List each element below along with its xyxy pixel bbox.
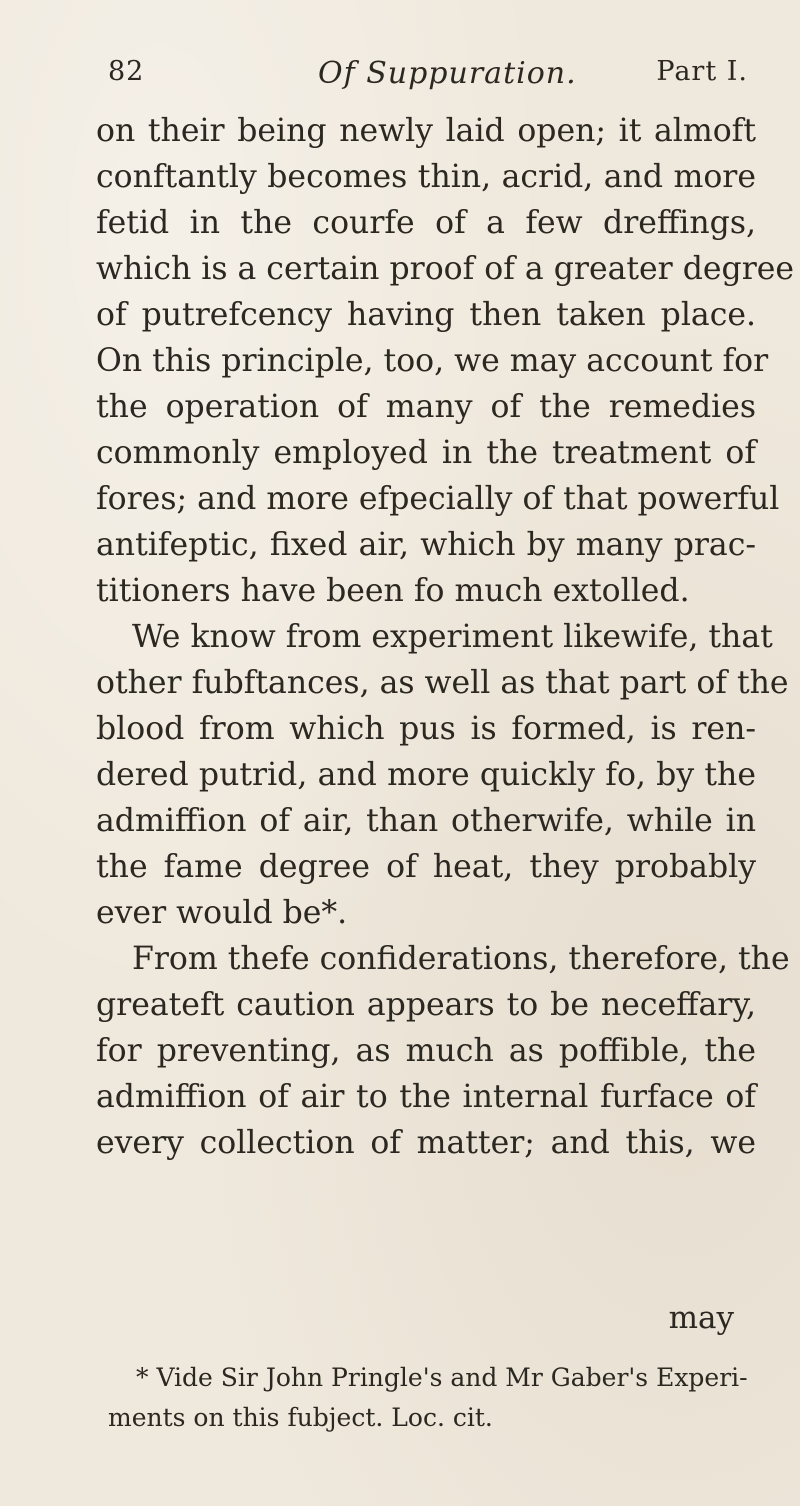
page-number: 82 — [108, 56, 145, 87]
part-label: Part I. — [656, 56, 748, 87]
running-title: Of Suppuration. — [318, 56, 577, 91]
text-line: on their being newly laid open; it almoft — [96, 113, 756, 149]
text-line: of putrefcency having then taken place. — [96, 297, 756, 333]
text-line: greateft caution appears to be neceffary, — [96, 987, 756, 1023]
text-line: fetid in the courfe of a few dreffings, — [96, 205, 756, 241]
footnote-line: ments on this fubject. Loc. cit. — [108, 1403, 493, 1432]
catchword: may — [668, 1300, 734, 1336]
text-line: ever would be*. — [96, 895, 348, 931]
text-line: which is a certain proof of a greater degree — [96, 251, 795, 287]
body-text — [96, 108, 795, 1166]
text-line: admiffion of air, than otherwife, while in — [96, 803, 756, 839]
text-line: blood from which pus is formed, is ren- — [96, 711, 756, 747]
text-line: commonly employed in the treatment of — [96, 435, 756, 471]
text-line: antifeptic, fixed air, which by many prac- — [96, 527, 756, 563]
text-line: for preventing, as much as poffible, the — [96, 1033, 756, 1069]
text-line: the fame degree of heat, they probably — [96, 849, 756, 885]
footnote — [108, 1358, 748, 1438]
text-line: admiffion of air to the internal furface of — [96, 1079, 756, 1115]
text-line: the operation of many of the remedies — [96, 389, 756, 425]
paragraph-start-line: We know from experiment likewife, that — [132, 619, 773, 655]
footnote-line: * Vide Sir John Pringle's and Mr Gaber's Experi- — [136, 1363, 748, 1392]
text-line: conftantly becomes thin, acrid, and more — [96, 159, 756, 195]
text-line: every collection of matter; and this, we — [96, 1125, 756, 1161]
text-line: fores; and more efpecially of that powerful — [96, 481, 780, 517]
running-header — [108, 56, 748, 100]
text-line: dered putrid, and more quickly fo, by the — [96, 757, 756, 793]
text-line: On this principle, too, we may account for — [96, 343, 769, 379]
text-line: other fubftances, as well as that part of the — [96, 665, 789, 701]
text-line: titioners have been fo much extolled. — [96, 573, 690, 609]
paragraph-start-line: From thefe confiderations, therefore, the — [132, 941, 790, 977]
